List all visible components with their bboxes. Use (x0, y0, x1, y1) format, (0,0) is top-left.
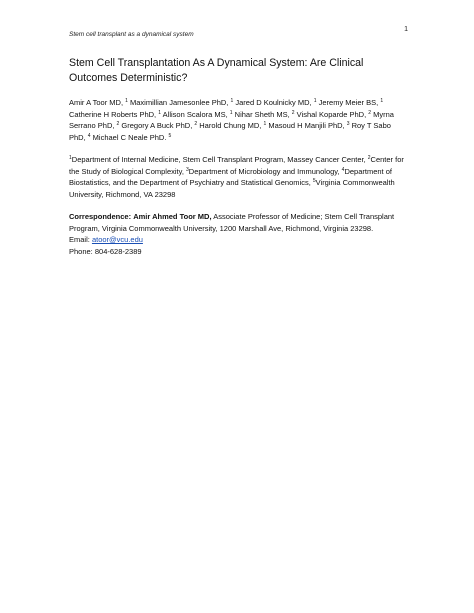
author-affiliation-marker: 2 (194, 121, 198, 127)
author-affiliation-marker: 1 (230, 98, 234, 104)
affiliation-marker: 3 (186, 166, 189, 173)
correspondence-name: Amir Ahmed Toor MD, (133, 212, 212, 221)
author-affiliation-marker: 1 (158, 109, 161, 116)
author-affiliation-marker: 1 (313, 98, 317, 104)
affiliation-text: Department of Microbiology and Immunology, (188, 166, 340, 176)
author-name: Catherine H Roberts PhD, (69, 109, 157, 119)
author-affiliation-marker: 2 (116, 121, 120, 127)
affiliation-text: Department of Biostatistics, and the Department of Psychiatry and Statistical Genomics, (69, 166, 392, 187)
email-link[interactable]: atoor@vcu.edu (91, 235, 143, 244)
author-name: Allison Scalora MS, (162, 109, 228, 119)
author-name: Myrna Serrano PhD, (69, 109, 394, 130)
affiliation-marker: 5 (312, 178, 316, 184)
author-affiliation-marker: 3 (346, 121, 350, 127)
author-affiliation-marker: 2 (291, 109, 295, 116)
affiliations (69, 154, 408, 200)
author-name: Roy T Sabo PhD, (69, 121, 391, 142)
author-name: Maximillian Jamesonlee PhD, (130, 98, 229, 107)
author-name: Nihar Sheth MS, (234, 109, 290, 119)
affiliation-marker: 1 (69, 155, 72, 161)
author-name: Jeremy Meier BS, (318, 98, 379, 107)
author-name: Gregory A Buck PhD, (121, 121, 193, 130)
correspondence-block (69, 211, 408, 257)
author-affiliation-marker: 5 (168, 132, 172, 139)
author-affiliation-marker: 4 (87, 132, 91, 139)
author-name: Harold Chung MD, (199, 121, 262, 130)
author-affiliation-marker: 1 (125, 98, 128, 104)
phone-number: Phone: 804-628-2389 (69, 246, 142, 256)
author-affiliation-marker: 1 (229, 109, 233, 116)
author-name: Vishal Koparde PhD, (296, 109, 367, 119)
author-affiliation-marker: 2 (368, 109, 372, 116)
affiliation-marker: 2 (367, 155, 371, 161)
paper-title: Stem Cell Transplantation As A Dynamical System: Are Clinical Outcomes Deterministic? (69, 57, 364, 84)
author-list (69, 97, 408, 143)
running-head: Stem cell transplant as a dynamical system (69, 31, 194, 38)
affiliation-text: Center for the Study of Biological Complexity, (69, 155, 404, 176)
author-affiliation-marker: 1 (263, 121, 267, 127)
author-name: Jared D Koulnicky MD, (235, 98, 312, 107)
page-number: 1 (404, 26, 408, 33)
author-name: Masoud H Manjili PhD, (268, 121, 345, 130)
author-name: Amir A Toor MD, (69, 98, 124, 107)
correspondence-label: Correspondence: (69, 212, 132, 221)
affiliation-text: Department of Internal Medicine, Stem Cell Transplant Program, Massey Cancer Center, (71, 155, 366, 164)
affiliation-marker: 4 (341, 166, 345, 173)
author-affiliation-marker: 1 (380, 98, 384, 104)
email-label: Email: (69, 235, 90, 244)
affiliation-text: Virginia Commonwealth University, Richmond, VA 23298 (69, 178, 395, 199)
author-name: Michael C Neale PhD. (92, 132, 167, 142)
correspondence-details: Associate Professor of Medicine; Stem Cell Transplant Program, Virginia Commonwealth University, 1200 Marshall Ave, Richmond, Virginia 23298. (69, 212, 395, 233)
